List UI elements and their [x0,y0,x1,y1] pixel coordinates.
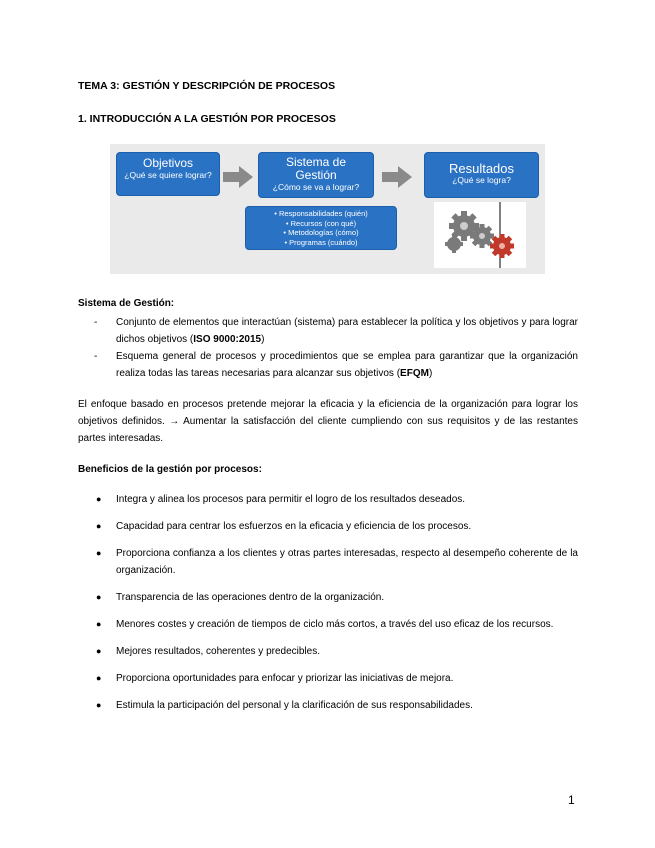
sistema-element-item: • Programas (cuándo) [284,237,358,247]
beneficios-heading: Beneficios de la gestión por procesos: [78,464,262,475]
bullet-icon: ● [96,592,102,602]
list-item: ● Mejores resultados, coherentes y predecibles. [78,643,578,660]
objetivos-question: ¿Qué se quiere lograr? [124,170,212,180]
dash-marker: - [94,351,98,362]
page-number: 1 [568,793,575,807]
sistema-gestion-box [258,152,374,198]
sistema-gestion-question: ¿Cómo se va a lograr? [272,182,360,192]
section-heading: 1. INTRODUCCIÓN A LA GESTIÓN POR PROCESOS [78,113,336,125]
dash-marker: - [94,317,98,328]
bullet-icon: ● [96,700,102,710]
list-item: ● Transparencia de las operaciones dentro de la organización. [78,589,578,606]
sistema-element-item: • Metodologías (cómo) [283,228,359,237]
document-title: TEMA 3: GESTIÓN Y DESCRIPCIÓN DE PROCESOS [78,80,336,92]
enfoque-paragraph: El enfoque basado en procesos pretende mejorar la eficacia y la eficiencia de la organización para lograr los objetivos definidos. → Aumentar la satisfacción del cliente cumpliendo con sus requisitos y de las restantes partes interesadas. [78,399,578,444]
list-item: ● Integra y alinea los procesos para permitir el logro de los resultados deseados. [78,491,578,508]
list-item: - Esquema general de procesos y procedimientos que se emplea para garantizar que la organización realiza todas las tareas necesarias para alcanzar sus objetivos (EFQM) [78,348,578,382]
resultados-title: Resultados [448,161,515,176]
process-diagram [110,144,545,274]
bullet-icon: ● [96,646,102,656]
list-item: ● Capacidad para centrar los esfuerzos en la eficacia y eficiencia de los procesos. [78,518,578,535]
bullet-icon: ● [96,548,102,558]
sistema-gestion-title: Sistema de Gestión [285,155,347,182]
resultados-box [424,152,539,198]
gears-icon [434,202,526,268]
sistema-elements-box [245,206,397,250]
right-arrow-icon [382,166,412,188]
sistema-gestion-list [78,314,578,382]
bullet-icon: ● [96,494,102,504]
objetivos-box [116,152,220,196]
bullet-icon: ● [96,521,102,531]
right-arrow-icon [223,166,253,188]
sistema-element-item: • Responsabilidades (quién) [274,209,368,218]
list-item: ● Proporciona confianza a los clientes y otras partes interesadas, respecto al desempeño coherente de la organización. [78,545,578,579]
sistema-element-item: • Recursos (con qué) [285,218,357,228]
list-item: ● Estimula la participación del personal y la clarificación de sus responsabilidades. [78,697,578,714]
list-item: ● Proporciona oportunidades para enfocar y priorizar las iniciativas de mejora. [78,670,578,687]
bullet-icon: ● [96,619,102,629]
beneficios-list [78,491,578,724]
sistema-gestion-heading: Sistema de Gestión: [78,298,175,309]
bullet-icon: ● [96,673,102,683]
list-item: - Conjunto de elementos que interactúan (sistema) para establecer la política y los objetivos y para lograr dichos objetivos (ISO 9000:2015) [78,314,578,348]
list-item: ● Menores costes y creación de tiempos de ciclo más cortos, a través del uso eficaz de los recursos. [78,616,578,633]
resultados-question: ¿Qué se logra? [452,175,511,185]
objetivos-title: Objetivos [142,156,194,170]
